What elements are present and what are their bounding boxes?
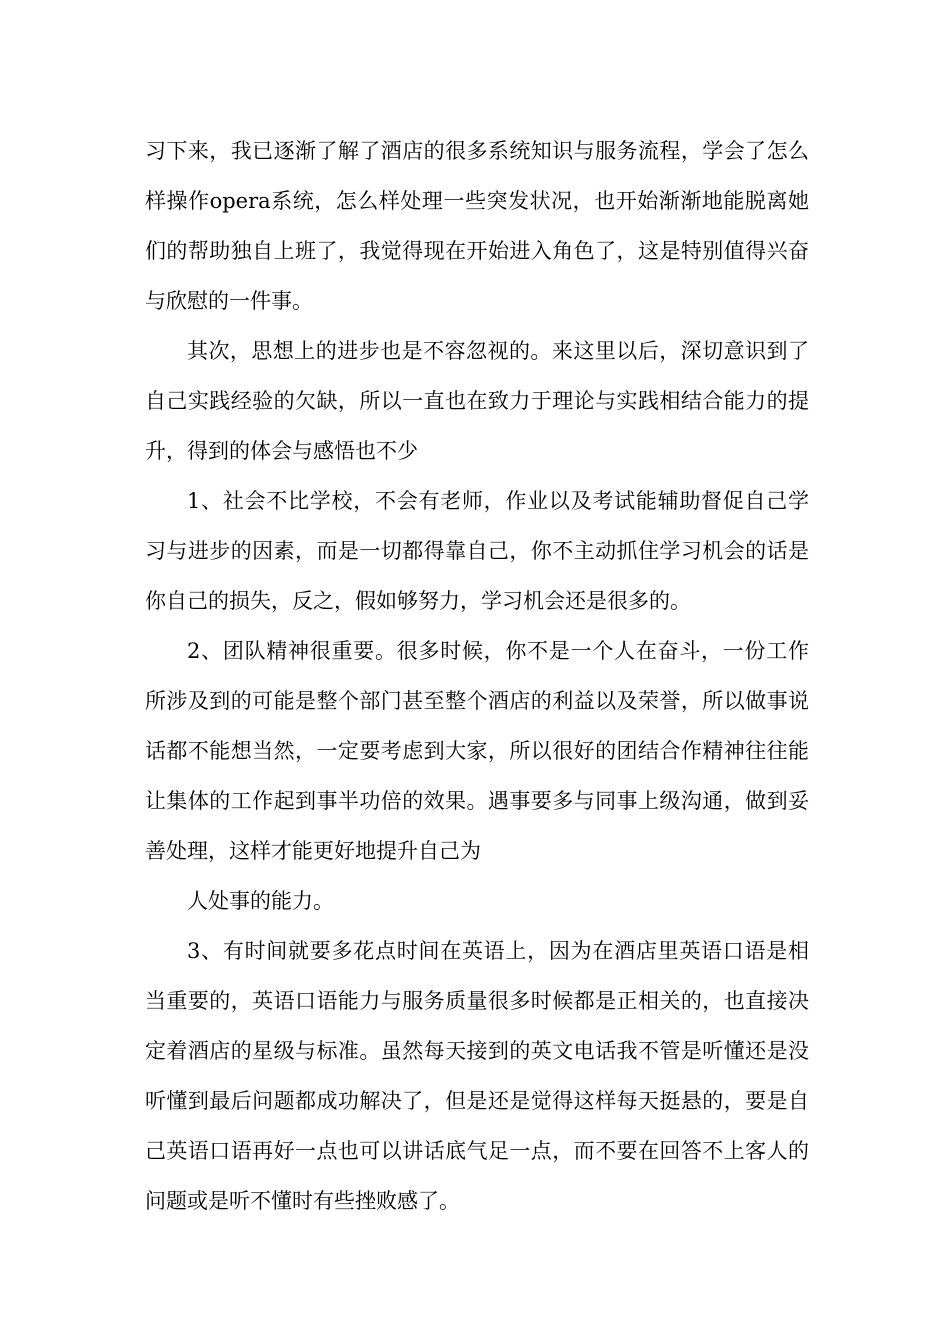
paragraph-point-3: 3、有时间就要多花点时间在英语上，因为在酒店里英语口语是相当重要的，英语口语能力与服务质量很多时候都是正相关的，也直接决定着酒店的星级与标准。虽然每天接到的英文电话我不管是听懂还是没听懂到最后问题都成功解决了，但是还是觉得这样每天挺悬的，要是自己英语口语再好一点也可以讲话底气足一点，而不要在回答不上客人的问题或是听不懂时有些挫败感了。 <box>145 939 809 1213</box>
paragraph-point-2: 2、团队精神很重要。很多时候，你不是一个人在奋斗，一份工作所涉及到的可能是整个部门甚至整个酒店的利益以及荣誉，所以做事说话都不能想当然，一定要考虑到大家，所以很好的团结合作精神往往能让集体的工作起到事半功倍的效果。遇事要多与同事上级沟通，做到妥善处理，这样才能更好地提升自己为 <box>145 639 809 863</box>
paragraph-point-1: 1、社会不比学校，不会有老师，作业以及考试能辅助督促自己学习与进步的因素，而是一切都得靠自己，你不主动抓住学习机会的话是你自己的损失，反之，假如够努力，学习机会还是很多的。 <box>145 489 809 613</box>
document-body <box>145 126 809 1226</box>
paragraph-thinking-progress: 其次，思想上的进步也是不容忽视的。来这里以后，深切意识到了自己实践经验的欠缺，所以一直也在致力于理论与实践相结合能力的提升，得到的体会与感悟也不少 <box>145 339 809 463</box>
paragraph-continuation: 习下来，我已逐渐了解了酒店的很多系统知识与服务流程，学会了怎么样操作opera系统，怎么样处理一些突发状况，也开始渐渐地能脱离她们的帮助独自上班了，我觉得现在开始进入角色了，这是特别值得兴奋与欣慰的一件事。 <box>145 139 809 313</box>
paragraph-point-2-continued: 人处事的能力。 <box>187 889 334 913</box>
